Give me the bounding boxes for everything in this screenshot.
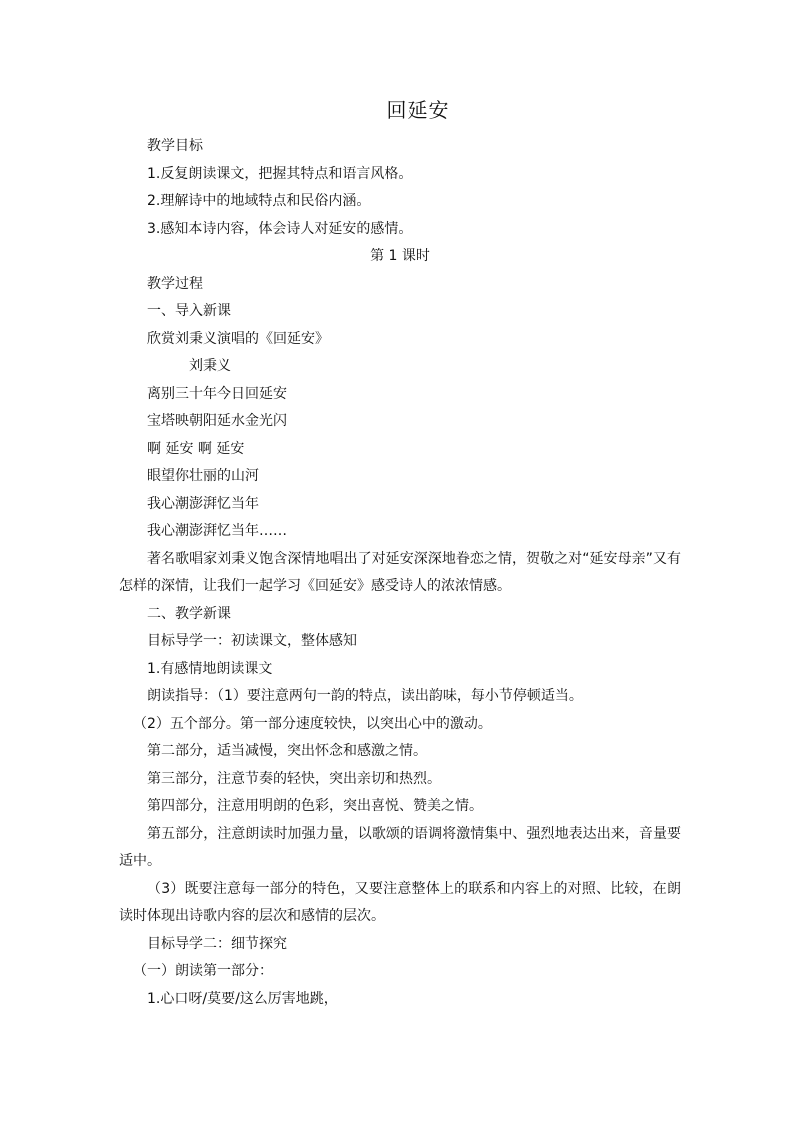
paragraph: 第五部分，注意朗读时加强力量，以歌颂的语调将激情集中、强烈地表达出来，音量要适中。 [119,825,681,869]
objective-item: 2.理解诗中的地域特点和民俗内涵。 [147,193,371,209]
subsection-heading: 二、教学新课 [147,605,231,622]
goal-heading: 目标导学二：细节探究 [147,935,287,952]
paragraph-line: 第四部分，注意用明朗的色彩，突出喜悦、赞美之情。 [147,798,483,814]
section-heading-objectives: 教学目标 [147,138,203,154]
paragraph-line: 朗读指导：（1）要注意两句一韵的特点，读出韵味，每小节停顿适当。 [147,688,583,704]
poem-line: 宝塔映朝阳延水金光闪 [147,413,287,429]
poem-line: 我心潮澎湃忆当年 [147,495,259,512]
objective-item: 1.反复朗读课文，把握其特点和语言风格。 [147,165,413,182]
poem-author: 刘秉义 [189,358,231,374]
poem-line: 啊 延安 啊 延安 [147,440,245,457]
document-body [119,133,681,1013]
poem-line: 离别三十年今日回延安 [147,385,287,402]
paragraph-line: 欣赏刘秉义演唱的《回延安》 [147,330,329,347]
poem-line: 我心潮澎湃忆当年…… [147,523,287,539]
list-item: 1.有感情地朗读课文 [147,660,273,677]
subsection-heading: 一、导入新课 [147,303,231,319]
list-item: 1.心口呀/莫要/这么厉害地跳， [147,990,338,1007]
subsection-heading: （一）朗读第一部分： [133,963,273,979]
paragraph: （3）既要注意每一部分的特色，又要注意整体上的联系和内容上的对照、比较，在朗读时体现出诗歌内容的层次和感情的层次。 [119,880,681,924]
paragraph-line: （2）五个部分。第一部分速度较快，以突出心中的激动。 [133,715,492,732]
document-title: 回延安 [386,98,450,122]
lesson-number: 第 1 课时 [370,248,430,264]
paragraph-line: 第二部分，适当减慢，突出怀念和感激之情。 [147,743,427,759]
goal-heading: 目标导学一：初读课文，整体感知 [147,633,357,649]
section-heading-process: 教学过程 [147,275,203,292]
poem-line: 眼望你壮丽的山河 [147,468,259,484]
paragraph: 著名歌唱家刘秉义饱含深情地唱出了对延安深深地眷恋之情，贺敬之对“延安母亲”又有怎样的深情，让我们一起学习《回延安》感受诗人的浓浓情感。 [119,550,681,594]
paragraph-line: 第三部分，注意节奏的轻快，突出亲切和热烈。 [147,770,441,787]
objective-item: 3.感知本诗内容，体会诗人对延安的感情。 [147,220,413,237]
